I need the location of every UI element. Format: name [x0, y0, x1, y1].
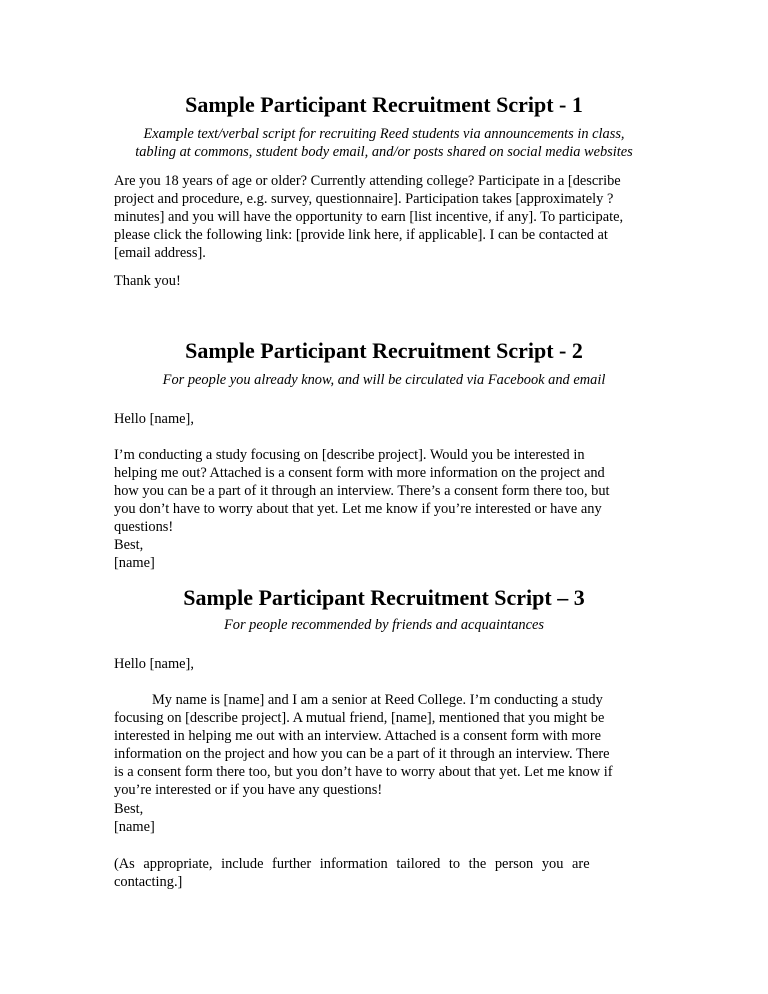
script-1-body-line: project and procedure, e.g. survey, questionnaire]. Participation takes [approximately ?	[114, 191, 614, 207]
script-1-title: Sample Participant Recruitment Script - 1	[185, 92, 583, 117]
script-1-body	[114, 172, 659, 262]
script-2-body	[114, 446, 659, 572]
script-3-signature: [name]	[114, 819, 155, 835]
script-2-title: Sample Participant Recruitment Script - 2	[185, 338, 583, 363]
script-3-body-line: focusing on [describe project]. A mutual friend, [name], mentioned that you might be	[114, 710, 605, 726]
script-2-body-line: questions!	[114, 519, 174, 535]
script-3-subtitle: For people recommended by friends and acquaintances	[224, 617, 544, 633]
script-2-body-line: how you can be a part of it through an interview. There’s a consent form there too, but	[114, 483, 610, 499]
script-3-title: Sample Participant Recruitment Script – 3	[183, 585, 585, 610]
script-2-signoff: Best,	[114, 537, 144, 553]
script-1-subtitle	[110, 125, 658, 161]
script-3-body	[114, 691, 659, 799]
script-1-body-line: minutes] and you will have the opportunity to earn [list incentive, if any]. To participate,	[114, 209, 624, 225]
script-1-body-line: [email address].	[114, 245, 206, 261]
script-3-signoff: Best,	[114, 801, 144, 817]
script-3-closing	[114, 800, 659, 836]
script-2-body-line: you don’t have to worry about that yet. Let me know if you’re interested or have any	[114, 501, 602, 517]
script-2-greeting: Hello [name],	[114, 411, 194, 427]
script-3-body-line: information on the project and how you can be a part of it through an interview. There	[114, 746, 610, 762]
script-2-body-line: helping me out? Attached is a consent form with more information on the project and	[114, 465, 605, 481]
script-1-thanks: Thank you!	[114, 273, 181, 289]
script-2-body-line: I’m conducting a study focusing on [describe project]. Would you be interested in	[114, 447, 585, 463]
script-3-body-line: you’re interested or if you have any questions!	[114, 782, 383, 798]
script-1-subtitle-line: Example text/verbal script for recruiting Reed students via announcements in class,	[143, 126, 625, 142]
script-3-note-line: (As appropriate, include further information tailored to the person you are	[114, 856, 590, 872]
script-3-body-line: is a consent form there too, but you don’t have to worry about that yet. Let me know if	[114, 764, 613, 780]
script-2-subtitle: For people you already know, and will be circulated via Facebook and email	[162, 372, 606, 388]
script-3-body-line: interested in helping me out with an interview. Attached is a consent form with more	[114, 728, 602, 744]
script-3-body-line: My name is [name] and I am a senior at Reed College. I’m conducting a study	[152, 692, 603, 708]
script-1-body-line: please click the following link: [provide link here, if applicable]. I can be contacted at	[114, 227, 608, 243]
script-1-body-line: Are you 18 years of age or older? Currently attending college? Participate in a [describe	[114, 173, 621, 189]
script-3-note-line: contacting.]	[114, 874, 183, 890]
script-1-subtitle-line: tabling at commons, student body email, and/or posts shared on social media websites	[135, 144, 633, 160]
script-3-note	[114, 855, 659, 891]
script-2-signature: [name]	[114, 555, 155, 571]
script-3-greeting: Hello [name],	[114, 656, 194, 672]
